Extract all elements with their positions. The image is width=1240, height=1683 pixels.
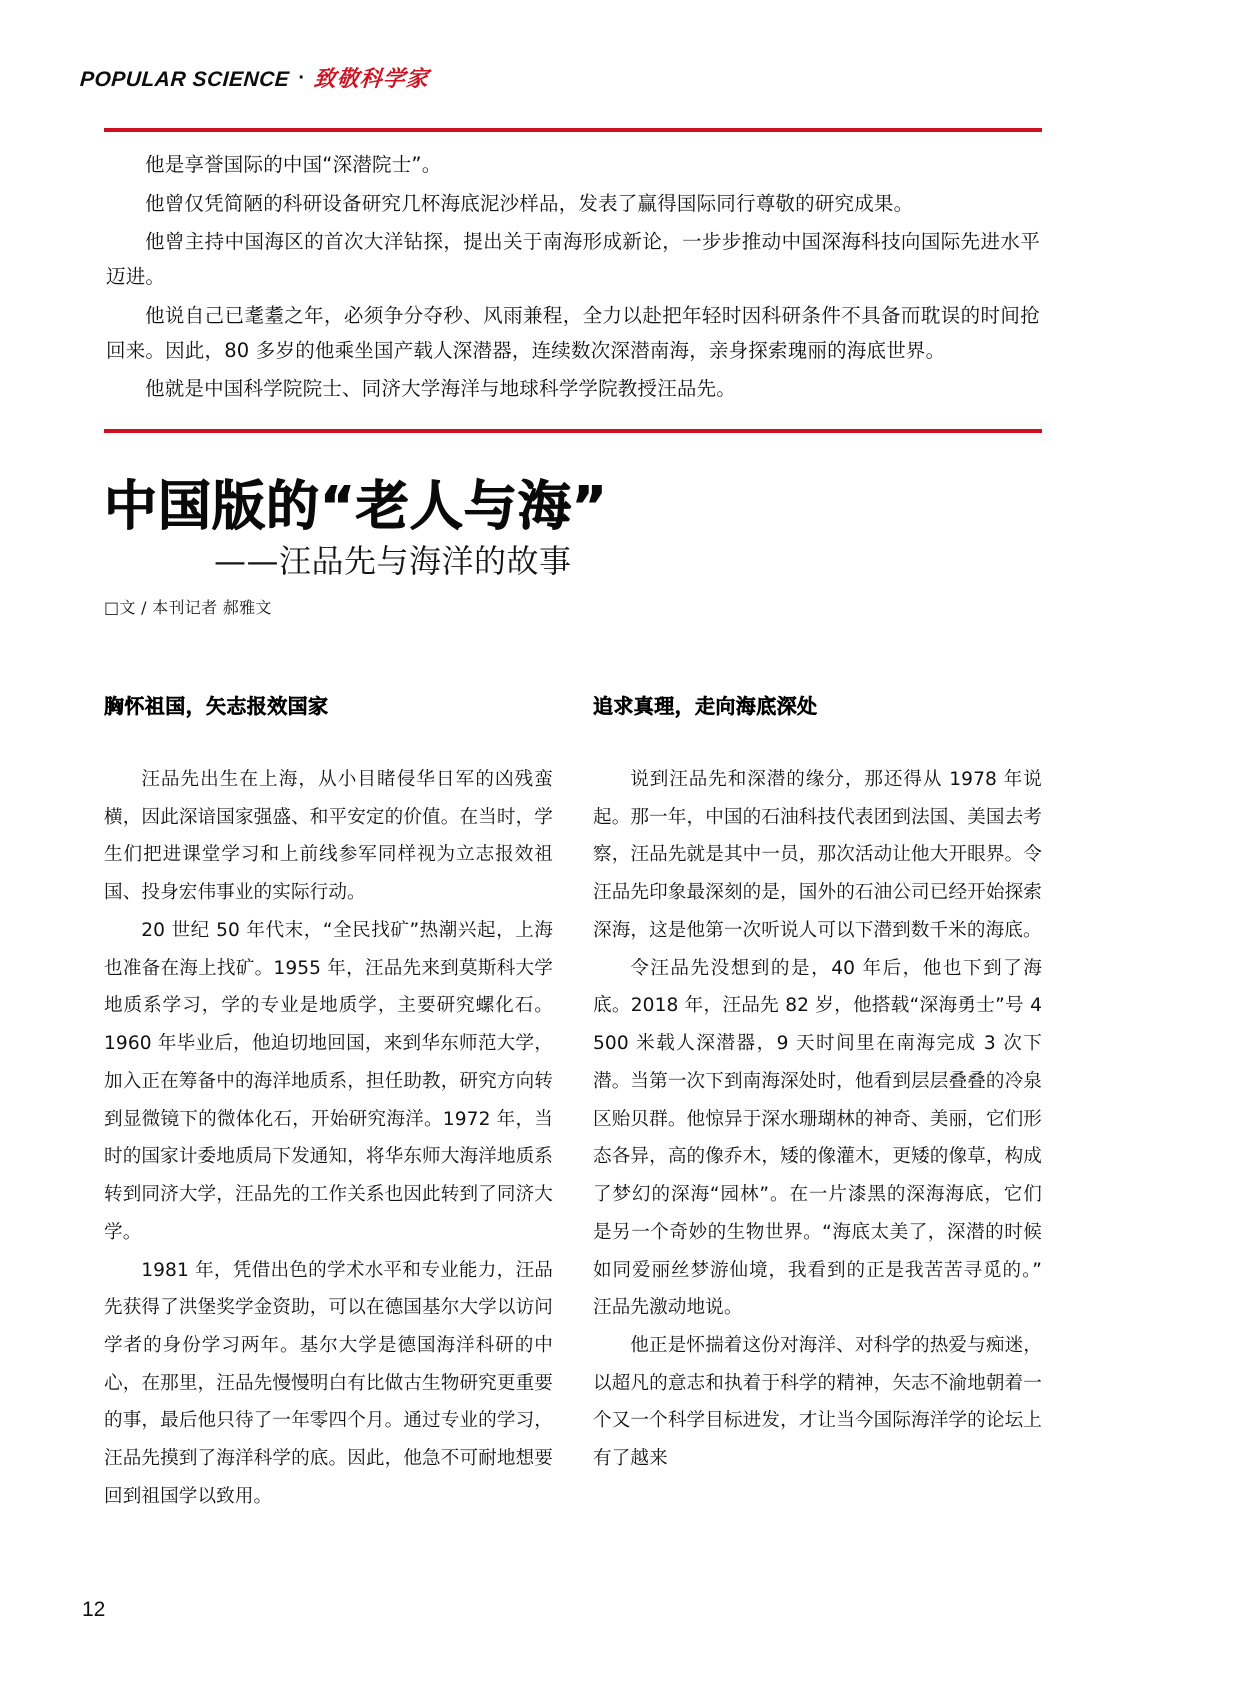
lede-paragraph: 他是享誉国际的中国“深潜院士”。 xyxy=(145,153,442,176)
article-columns xyxy=(104,690,1042,1516)
body-paragraph: 说到汪品先和深潜的缘分，那还得从 1978 年说起。那一年，中国的石油科技代表团到法国、美国去考察，汪品先就是其中一员，那次活动让他大开眼界。令汪品先印象最深刻的是，国外的石油公司已经开始探索深海，这是他第一次听说人可以下潜到数千米的海底。 xyxy=(593,769,1042,941)
body-paragraph: 20 世纪 50 年代末，“全民找矿”热潮兴起，上海也准备在海上找矿。1955 年，汪品先来到莫斯科大学地质系学习，学的专业是地质学，主要研究螺化石。1960 年毕业后，他迫切地回国，来到华东师范大学，加入正在筹备中的海洋地质系，担任助教，研究方向转到显微镜下的微体化石，开始研究海洋。1972 年，当时的国家计委地质局下发通知，将华东师大海洋地质系转到同济大学，汪品先的工作关系也因此转到了同济大学。 xyxy=(104,919,553,1243)
body-paragraph: 他正是怀揣着这份对海洋、对科学的热爱与痴迷，以超凡的意志和执着于科学的精神，矢志不渝地朝着一个又一个科学目标进发，才让当今国际海洋学的论坛上有了越来 xyxy=(593,1335,1042,1470)
running-header xyxy=(80,62,429,93)
column-right xyxy=(593,690,1042,1516)
lede-paragraph: 他就是中国科学院院士、同济大学海洋与地球科学学院教授汪品先。 xyxy=(145,377,737,401)
body-paragraph: 令汪品先没想到的是，40 年后，他也下到了海底。2018 年，汪品先 82 岁，他搭载“深海勇士”号 4 500 米载人深潜器，9 天时间里在南海完成 3 次下潜。当第一次下到南海深处时，他看到层层叠叠的冷泉区贻贝群。他惊异于深水珊瑚林的神奇、美丽，它们形态各异，高的像乔木，矮的像灌木，更矮的像草，构成了梦幻的深海“园林”。在一片漆黑的深海海底，它们是另一个奇妙的生物世界。“海底太美了，深潜的时候如同爱丽丝梦游仙境，我看到的正是我苦苦寻觅的。”汪品先激动地说。 xyxy=(593,957,1042,1319)
running-header-separator: · xyxy=(298,67,306,89)
page-number: 12 xyxy=(82,1598,106,1621)
lede-block xyxy=(104,128,1042,433)
running-header-latin: POPULAR SCIENCE xyxy=(79,68,291,91)
section-heading: 追求真理，走向海底深处 xyxy=(593,694,818,718)
lede-paragraph: 他曾仅凭简陋的科研设备研究几杯海底泥沙样品，发表了赢得国际同行尊敬的研究成果。 xyxy=(145,191,914,215)
byline: □文 / 本刊记者 郝雅文 xyxy=(104,598,272,618)
page-title: 中国版的“老人与海” xyxy=(104,476,608,537)
page-subtitle: ——汪品先与海洋的故事 xyxy=(214,542,572,581)
column-left xyxy=(104,690,553,1516)
headline-block xyxy=(104,478,1044,618)
lede-paragraph: 他说自己已耄耋之年，必须争分夺秒、风雨兼程，全力以赴把年轻时因科研条件不具备而耽误的时间抢回来。因此，80 多岁的他乘坐国产载人深潜器，连续数次深潜南海，亲身探索瑰丽的海底世界。 xyxy=(106,303,1040,362)
lede-body xyxy=(104,132,1042,415)
lede-rule-bottom xyxy=(104,429,1042,433)
body-paragraph: 汪品先出生在上海，从小目睹侵华日军的凶残蛮横，因此深谙国家强盛、和平安定的价值。在当时，学生们把进课堂学习和上前线参军同样视为立志报效祖国、投身宏伟事业的实际行动。 xyxy=(104,769,553,904)
body-paragraph: 1981 年，凭借出色的学术水平和专业能力，汪品先获得了洪堡奖学金资助，可以在德国基尔大学以访问学者的身份学习两年。基尔大学是德国海洋科研的中心，在那里，汪品先慢慢明白有比做古生物研究更重要的事，最后他只待了一年零四个月。通过专业的学习，汪品先摸到了海洋科学的底。因此，他急不可耐地想要回到祖国学以致用。 xyxy=(104,1259,553,1507)
lede-paragraph: 他曾主持中国海区的首次大洋钻探，提出关于南海形成新论，一步步推动中国深海科技向国际先进水平迈进。 xyxy=(106,230,1040,289)
section-heading: 胸怀祖国，矢志报效国家 xyxy=(104,694,329,718)
running-header-chinese: 致敬科学家 xyxy=(312,67,430,92)
